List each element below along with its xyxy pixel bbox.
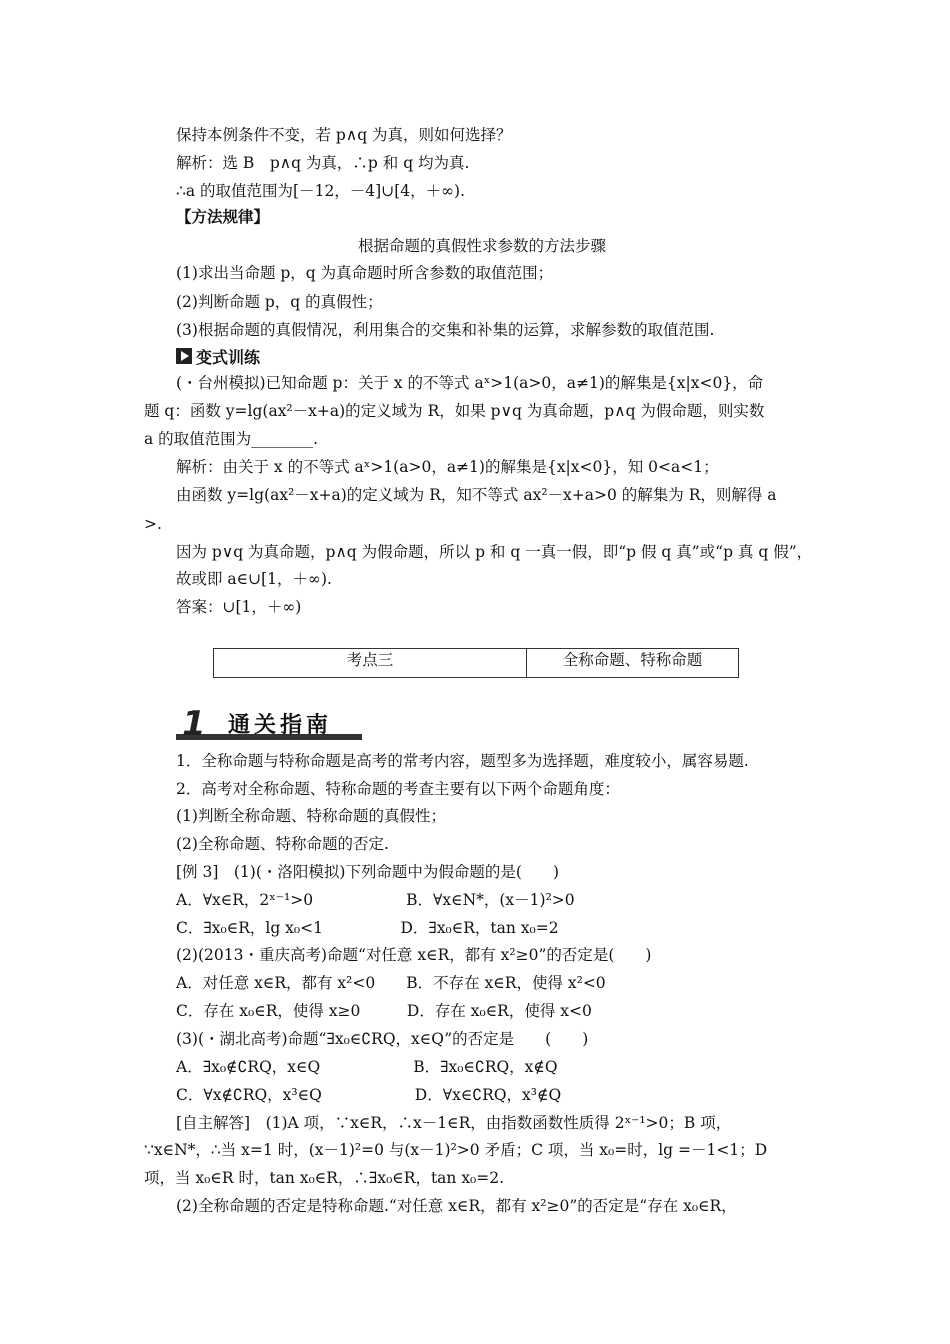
text-line: 因为 p∨q 为真命题，p∧q 为假命题，所以 p 和 q 一真一假，即“p 假 q 真”或“p 真 q 假”， <box>176 543 813 561</box>
text-line: (1)判断全称命题、特称命题的真假性； <box>176 807 446 825</box>
text-line: 1．全称命题与特称命题是高考的常考内容，题型多为选择题，难度较小，属容易题. <box>176 752 749 770</box>
text-line: 题 q：函数 y=lg(ax²－x+a)的定义域为 R，如果 p∨q 为真命题，p∧q 为假命题，则实数 <box>144 402 765 420</box>
text-line: 2．高考对全称命题、特称命题的考查主要有以下两个命题角度： <box>176 780 620 798</box>
text-line: ∵x∈N*，∴当 x=1 时，(x－1)²=0 与(x－1)²>0 矛盾；C 项，当 x₀=时，lg =－1<1；D <box>144 1141 768 1159</box>
text-line: 解析：由关于 x 的不等式 aˣ>1(a>0，a≠1)的解集是{x|x<0}，知 0<a<1； <box>176 458 719 476</box>
option-line: A．对任意 x∈R，都有 x²<0 B．不存在 x∈R，使得 x²<0 <box>176 974 606 992</box>
text-line: 项，当 x₀∈R 时，tan x₀∈R，∴∃x₀∈R，tan x₀=2. <box>144 1169 505 1187</box>
option-line: A．∀x∈R，2ˣ⁻¹>0 B．∀x∈N*，(x－1)²>0 <box>176 891 575 909</box>
text-line: (2)全称命题的否定是特称命题.“对任意 x∈R，都有 x²≥0”的否定是“存在 x₀∈R， <box>176 1197 737 1215</box>
text-line: 解析：选 B p∧q 为真，∴p 和 q 均为真. <box>176 154 470 172</box>
text-line: ∴a 的取值范围为[－12，－4]∪[4，＋∞). <box>176 182 465 200</box>
option-line: C．∀x∉∁RQ，x³∈Q D．∀x∈∁RQ，x³∉Q <box>176 1086 562 1104</box>
text-line: (3)(・湖北高考)命题“∃x₀∈∁RQ，x∈Q”的否定是 ( ) <box>176 1030 589 1048</box>
text-line: 答案：∪[1，＋∞) <box>176 598 302 616</box>
kaodian-label: 考点三 <box>214 649 527 678</box>
banner-label: 变式训练 <box>196 347 261 367</box>
method-step: (2)判断命题 p，q 的真假性； <box>176 293 383 311</box>
text-line: >. <box>144 515 162 533</box>
option-line: C．存在 x₀∈R，使得 x≥0 D．存在 x₀∈R，使得 x<0 <box>176 1002 592 1020</box>
text-line: 由函数 y=lg(ax²－x+a)的定义域为 R，知不等式 ax²－x+a>0 的解集为 R，则解得 a <box>176 486 777 504</box>
text-line: [例 3] (1)(・洛阳模拟)下列命题中为假命题的是( ) <box>176 863 560 881</box>
play-icon <box>176 348 192 364</box>
option-line: A．∃x₀∉∁RQ，x∈Q B．∃x₀∈∁RQ，x∉Q <box>176 1058 558 1076</box>
guide-heading <box>176 704 366 744</box>
text-line: 故或即 a∈∪[1，＋∞). <box>176 570 332 588</box>
text-line: 保持本例条件不变，若 p∧q 为真，则如何选择？ <box>176 126 512 144</box>
text-line: a 的取值范围为________. <box>144 430 319 448</box>
text-line: [自主解答] (1)A 项，∵x∈R，∴x－1∈R，由指数函数性质得 2ˣ⁻¹>0；B 项， <box>176 1114 732 1132</box>
option-line: C．∃x₀∈R，lg x₀<1 D．∃x₀∈R，tan x₀=2 <box>176 919 559 937</box>
guide-title: 通关指南 <box>228 713 333 738</box>
section-heading: 【方法规律】 <box>176 207 270 226</box>
text-line: (2)全称命题、特称命题的否定. <box>176 835 389 853</box>
method-step: (1)求出当命题 p，q 为真命题时所含参数的取值范围； <box>176 264 554 282</box>
method-step: (3)根据命题的真假情况，利用集合的交集和补集的运算，求解参数的取值范围. <box>176 321 715 339</box>
method-title: 根据命题的真假性求参数的方法步骤 <box>358 237 607 255</box>
variant-training-banner <box>176 345 260 367</box>
text-line: (2)(2013・重庆高考)命题“对任意 x∈R，都有 x²≥0”的否定是( ) <box>176 946 652 964</box>
guide-number: 1 <box>182 704 206 744</box>
text-line: (・台州模拟)已知命题 p：关于 x 的不等式 aˣ>1(a>0，a≠1)的解集是{x|x<0}，命 <box>176 374 764 392</box>
kaodian-table <box>213 648 739 678</box>
kaodian-topic: 全称命题、特称命题 <box>527 649 739 678</box>
